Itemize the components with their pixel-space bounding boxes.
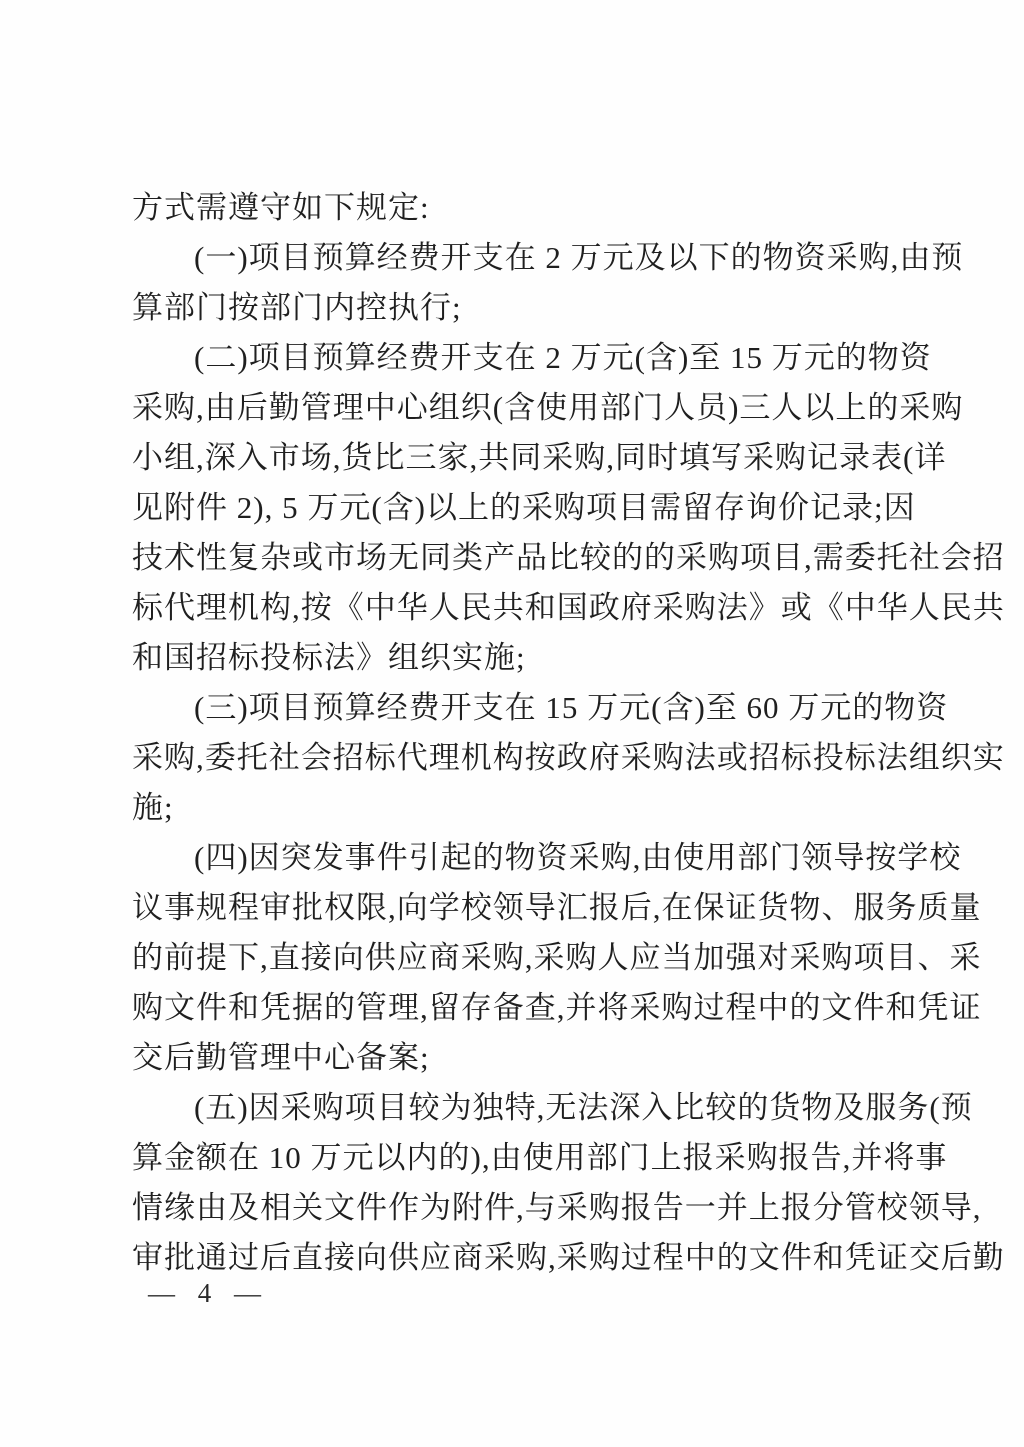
text-line: 的前提下,直接向供应商采购,采购人应当加强对采购项目、采	[132, 940, 982, 975]
text-line: 交后勤管理中心备案;	[132, 1040, 430, 1075]
text-line: 方式需遵守如下规定:	[132, 190, 430, 225]
text-line: (三)项目预算经费开支在 15 万元(含)至 60 万元的物资	[194, 690, 949, 725]
text-line: 算部门按部门内控执行;	[132, 290, 462, 325]
text-line: 采购,委托社会招标代理机构按政府采购法或招标投标法组织实	[132, 740, 1005, 775]
body-text	[132, 183, 1005, 1283]
text-line: 小组,深入市场,货比三家,共同采购,同时填写采购记录表(详	[132, 440, 947, 475]
text-line: 见附件 2), 5 万元(含)以上的采购项目需留存询价记录;因	[132, 490, 916, 525]
text-line: 技术性复杂或市场无同类产品比较的的采购项目,需委托社会招	[132, 540, 1005, 575]
text-line: (二)项目预算经费开支在 2 万元(含)至 15 万元的物资	[194, 340, 932, 375]
text-line: 采购,由后勤管理中心组织(含使用部门人员)三人以上的采购	[132, 390, 964, 425]
text-line: 算金额在 10 万元以内的),由使用部门上报采购报告,并将事	[132, 1140, 948, 1175]
text-line: 审批通过后直接向供应商采购,采购过程中的文件和凭证交后勤	[132, 1240, 1005, 1275]
text-line: 购文件和凭据的管理,留存备查,并将采购过程中的文件和凭证	[132, 990, 982, 1025]
text-line: (四)因突发事件引起的物资采购,由使用部门领导按学校	[194, 840, 962, 875]
text-line: 情缘由及相关文件作为附件,与采购报告一并上报分管校领导,	[132, 1190, 982, 1225]
text-line: 施;	[132, 790, 174, 825]
text-line: (五)因采购项目较为独特,无法深入比较的货物及服务(预	[194, 1090, 973, 1125]
text-line: 和国招标投标法》组织实施;	[132, 640, 526, 675]
text-line: 议事规程审批权限,向学校领导汇报后,在保证货物、服务质量	[132, 890, 982, 925]
page-number: — 4 —	[148, 1278, 269, 1308]
text-line: (一)项目预算经费开支在 2 万元及以下的物资采购,由预	[194, 240, 964, 275]
text-line: 标代理机构,按《中华人民共和国政府采购法》或《中华人民共	[132, 590, 1005, 625]
